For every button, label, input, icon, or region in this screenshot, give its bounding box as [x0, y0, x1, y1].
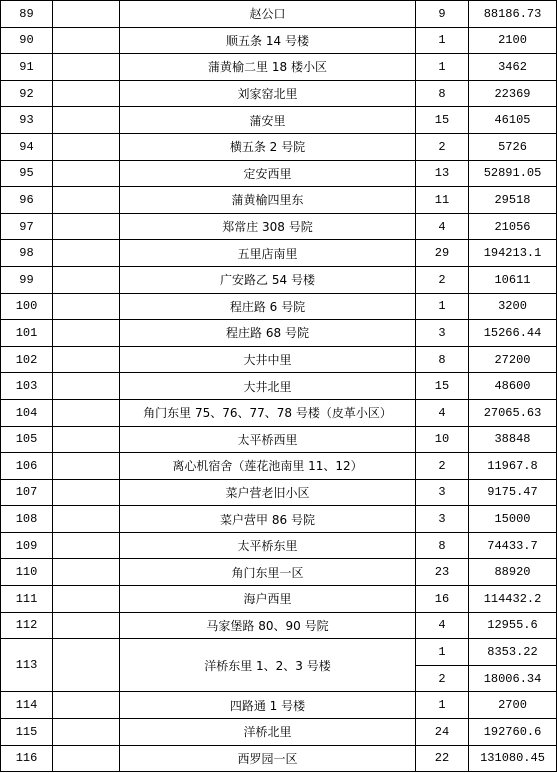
row-number: 113: [1, 639, 53, 692]
row-number: 111: [1, 586, 53, 613]
table-row: [1, 320, 557, 347]
row-number: 99: [1, 266, 53, 293]
community-name: 太平桥西里: [120, 426, 416, 453]
blank-cell: [53, 213, 120, 240]
row-number: 93: [1, 107, 53, 134]
table-row: [1, 213, 557, 240]
blank-cell: [53, 453, 120, 480]
floor-area: 2100: [469, 27, 557, 54]
table-row: [1, 612, 557, 639]
table-row: [1, 240, 557, 267]
floor-area: 8353.22: [469, 639, 557, 666]
row-number: 104: [1, 399, 53, 426]
blank-cell: [53, 692, 120, 719]
floor-area: 194213.1: [469, 240, 557, 267]
table-row: [1, 719, 557, 746]
table-row: [1, 54, 557, 81]
blank-cell: [53, 266, 120, 293]
building-count: 3: [416, 506, 469, 533]
row-number: 103: [1, 373, 53, 400]
table-row: [1, 160, 557, 187]
table-row: [1, 373, 557, 400]
community-name: 刘家窑北里: [120, 80, 416, 107]
floor-area: 3200: [469, 293, 557, 320]
floor-area: 18006.34: [469, 665, 557, 692]
building-count: 1: [416, 692, 469, 719]
table-row: [1, 532, 557, 559]
table-row: [1, 346, 557, 373]
building-count: 3: [416, 479, 469, 506]
row-number: 91: [1, 54, 53, 81]
floor-area: 48600: [469, 373, 557, 400]
building-count: 10: [416, 426, 469, 453]
building-count: 24: [416, 719, 469, 746]
table-row: [1, 107, 557, 134]
floor-area: 29518: [469, 187, 557, 214]
blank-cell: [53, 107, 120, 134]
community-name: 菜户营老旧小区: [120, 479, 416, 506]
community-name: 顺五条 14 号楼: [120, 27, 416, 54]
floor-area: 46105: [469, 107, 557, 134]
row-number: 98: [1, 240, 53, 267]
community-name: 马家堡路 80、90 号院: [120, 612, 416, 639]
building-count: 8: [416, 532, 469, 559]
community-name: 程庄路 6 号院: [120, 293, 416, 320]
floor-area: 15000: [469, 506, 557, 533]
community-name: 广安路乙 54 号楼: [120, 266, 416, 293]
floor-area: 9175.47: [469, 479, 557, 506]
community-name: 蒲黄榆二里 18 楼小区: [120, 54, 416, 81]
building-count: 23: [416, 559, 469, 586]
blank-cell: [53, 54, 120, 81]
table-row: [1, 1, 557, 28]
table-row: [1, 506, 557, 533]
community-name: 定安西里: [120, 160, 416, 187]
floor-area: 27200: [469, 346, 557, 373]
floor-area: 88186.73: [469, 1, 557, 28]
row-number: 100: [1, 293, 53, 320]
floor-area: 27065.63: [469, 399, 557, 426]
row-number: 90: [1, 27, 53, 54]
table-row: [1, 399, 557, 426]
floor-area: 11967.8: [469, 453, 557, 480]
building-count: 13: [416, 160, 469, 187]
building-count: 29: [416, 240, 469, 267]
floor-area: 192760.6: [469, 719, 557, 746]
community-name: 角门东里一区: [120, 559, 416, 586]
community-name: 离心机宿舍（莲花池南里 11、12）: [120, 453, 416, 480]
blank-cell: [53, 133, 120, 160]
blank-cell: [53, 1, 120, 28]
blank-cell: [53, 719, 120, 746]
blank-cell: [53, 559, 120, 586]
row-number: 116: [1, 745, 53, 772]
building-count: 22: [416, 745, 469, 772]
row-number: 92: [1, 80, 53, 107]
blank-cell: [53, 399, 120, 426]
building-count: 1: [416, 54, 469, 81]
community-name: 赵公口: [120, 1, 416, 28]
building-count: 15: [416, 107, 469, 134]
floor-area: 12955.6: [469, 612, 557, 639]
community-name: 太平桥东里: [120, 532, 416, 559]
table-row: [1, 80, 557, 107]
community-name: 角门东里 75、76、77、78 号楼（皮革小区）: [120, 399, 416, 426]
building-count: 1: [416, 639, 469, 666]
table-row: [1, 745, 557, 772]
community-name: 大井北里: [120, 373, 416, 400]
blank-cell: [53, 293, 120, 320]
building-count: 2: [416, 665, 469, 692]
table-row: [1, 187, 557, 214]
row-number: 94: [1, 133, 53, 160]
building-count: 2: [416, 133, 469, 160]
building-count: 2: [416, 453, 469, 480]
floor-area: 21056: [469, 213, 557, 240]
blank-cell: [53, 240, 120, 267]
table-row: [1, 479, 557, 506]
blank-cell: [53, 373, 120, 400]
row-number: 89: [1, 1, 53, 28]
floor-area: 52891.05: [469, 160, 557, 187]
community-name: 西罗园一区: [120, 745, 416, 772]
building-count: 11: [416, 187, 469, 214]
table-row: [1, 586, 557, 613]
building-count: 2: [416, 266, 469, 293]
building-count: 1: [416, 293, 469, 320]
blank-cell: [53, 479, 120, 506]
floor-area: 114432.2: [469, 586, 557, 613]
floor-area: 38848: [469, 426, 557, 453]
row-number: 105: [1, 426, 53, 453]
community-name: 菜户营甲 86 号院: [120, 506, 416, 533]
blank-cell: [53, 27, 120, 54]
building-count: 4: [416, 399, 469, 426]
blank-cell: [53, 639, 120, 692]
row-number: 110: [1, 559, 53, 586]
community-name: 四路通 1 号楼: [120, 692, 416, 719]
blank-cell: [53, 745, 120, 772]
building-count: 15: [416, 373, 469, 400]
row-number: 112: [1, 612, 53, 639]
row-number: 97: [1, 213, 53, 240]
community-name: 海户西里: [120, 586, 416, 613]
building-count: 4: [416, 213, 469, 240]
table-row: [1, 293, 557, 320]
blank-cell: [53, 612, 120, 639]
blank-cell: [53, 506, 120, 533]
floor-area: 2700: [469, 692, 557, 719]
row-number: 114: [1, 692, 53, 719]
row-number: 107: [1, 479, 53, 506]
blank-cell: [53, 586, 120, 613]
row-number: 95: [1, 160, 53, 187]
blank-cell: [53, 320, 120, 347]
floor-area: 131080.45: [469, 745, 557, 772]
table-row: [1, 559, 557, 586]
floor-area: 22369: [469, 80, 557, 107]
row-number: 109: [1, 532, 53, 559]
blank-cell: [53, 346, 120, 373]
row-number: 108: [1, 506, 53, 533]
row-number: 102: [1, 346, 53, 373]
blank-cell: [53, 426, 120, 453]
floor-area: 5726: [469, 133, 557, 160]
floor-area: 88920: [469, 559, 557, 586]
community-name: 大井中里: [120, 346, 416, 373]
building-count: 1: [416, 27, 469, 54]
row-number: 96: [1, 187, 53, 214]
floor-area: 10611: [469, 266, 557, 293]
table-row: [1, 266, 557, 293]
building-count: 3: [416, 320, 469, 347]
building-count: 9: [416, 1, 469, 28]
row-number: 115: [1, 719, 53, 746]
table-body: [1, 1, 557, 772]
building-count: 4: [416, 612, 469, 639]
community-name: 横五条 2 号院: [120, 133, 416, 160]
community-name: 洋桥北里: [120, 719, 416, 746]
blank-cell: [53, 187, 120, 214]
table-row: [1, 426, 557, 453]
table-row: [1, 27, 557, 54]
community-name: 郑常庄 308 号院: [120, 213, 416, 240]
floor-area: 15266.44: [469, 320, 557, 347]
table-row: [1, 133, 557, 160]
row-number: 101: [1, 320, 53, 347]
building-count: 16: [416, 586, 469, 613]
table-row: [1, 639, 557, 666]
blank-cell: [53, 532, 120, 559]
building-count: 8: [416, 346, 469, 373]
floor-area: 3462: [469, 54, 557, 81]
building-count: 8: [416, 80, 469, 107]
floor-area: 74433.7: [469, 532, 557, 559]
blank-cell: [53, 80, 120, 107]
community-name: 五里店南里: [120, 240, 416, 267]
community-name: 蒲黄榆四里东: [120, 187, 416, 214]
community-name: 程庄路 68 号院: [120, 320, 416, 347]
blank-cell: [53, 160, 120, 187]
row-number: 106: [1, 453, 53, 480]
community-name: 蒲安里: [120, 107, 416, 134]
table-row: [1, 692, 557, 719]
table-row: [1, 453, 557, 480]
community-name: 洋桥东里 1、2、3 号楼: [120, 639, 416, 692]
